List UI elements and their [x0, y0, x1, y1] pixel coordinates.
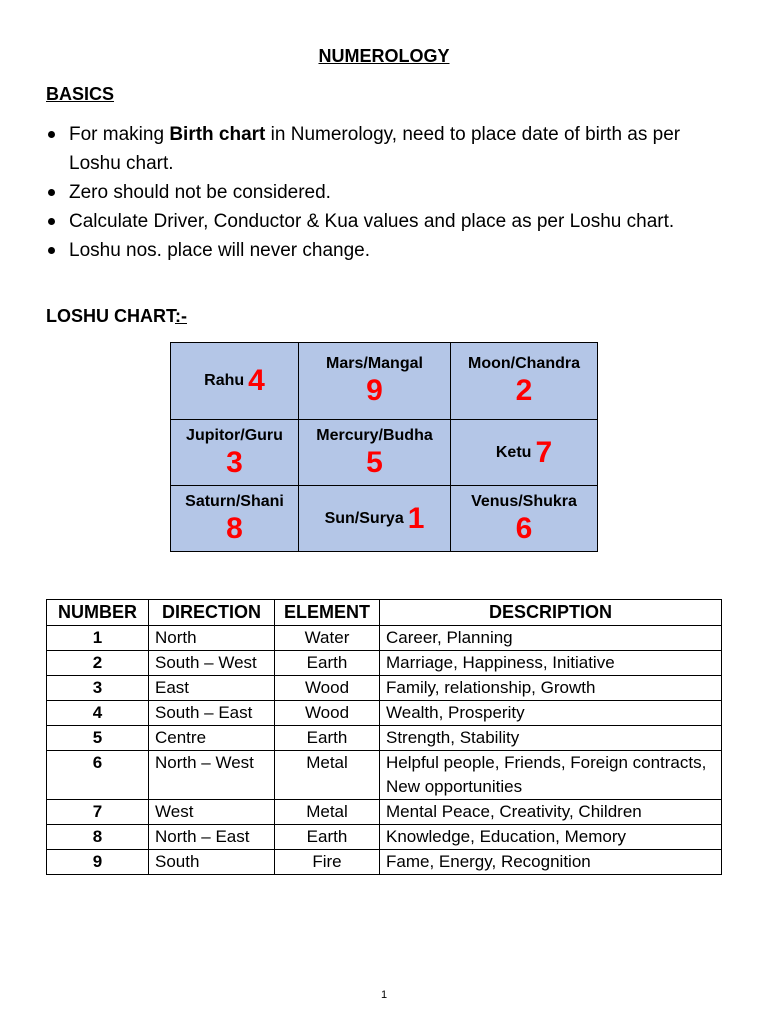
loshu-cell-moon — [451, 343, 598, 420]
cell-number: 2 — [47, 651, 149, 676]
bullet-item: For making Birth chart in Numerology, need to place date of birth as per Loshu chart. — [46, 120, 726, 178]
cell-description: Knowledge, Education, Memory — [380, 825, 722, 850]
planet-name: Jupitor/Guru — [186, 426, 283, 444]
loshu-number: 2 — [515, 374, 533, 407]
table-row — [47, 751, 722, 800]
loshu-cell-saturn — [171, 486, 299, 552]
loshu-cell-rahu — [171, 343, 299, 420]
cell-number: 1 — [47, 626, 149, 651]
planet-name: Rahu — [204, 372, 245, 389]
table-row — [47, 651, 722, 676]
cell-description: Career, Planning — [380, 626, 722, 651]
loshu-cell-mercury — [299, 420, 451, 486]
basics-heading: BASICS — [46, 84, 115, 104]
table-row — [47, 626, 722, 651]
planet-name: Venus/Shukra — [471, 492, 577, 510]
cell-direction: North – West — [149, 751, 275, 800]
cell-element: Wood — [275, 676, 380, 701]
planet-name: Sun/Surya — [324, 509, 404, 527]
numerology-table — [46, 599, 722, 875]
table-row — [47, 825, 722, 850]
basics-bullet-list — [46, 120, 726, 265]
cell-direction: North — [149, 626, 275, 651]
table-row — [47, 800, 722, 825]
table-row — [47, 676, 722, 701]
cell-element: Metal — [275, 800, 380, 825]
cell-element: Water — [275, 626, 380, 651]
cell-direction: South – East — [149, 701, 275, 726]
cell-direction: East — [149, 676, 275, 701]
loshu-number: 4 — [248, 364, 265, 397]
loshu-number: 3 — [226, 445, 243, 479]
planet-name: Moon/Chandra — [468, 355, 580, 372]
loshu-number: 5 — [366, 445, 383, 479]
cell-description: Fame, Energy, Recognition — [380, 850, 722, 875]
planet-name: Mars/Mangal — [326, 355, 423, 372]
loshu-number: 6 — [515, 511, 533, 545]
cell-number: 6 — [47, 751, 149, 800]
loshu-number: 8 — [226, 511, 243, 545]
document-title: NUMEROLOGY — [318, 46, 450, 66]
table-header-row — [47, 600, 722, 626]
cell-direction: North – East — [149, 825, 275, 850]
bullet-bold-text: Birth chart — [169, 124, 266, 145]
loshu-grid — [170, 342, 598, 552]
column-header-description: DESCRIPTION — [380, 600, 722, 626]
cell-description: Family, relationship, Growth — [380, 676, 722, 701]
cell-element: Metal — [275, 751, 380, 800]
cell-direction: Centre — [149, 726, 275, 751]
loshu-cell-ketu — [451, 420, 598, 486]
cell-number: 8 — [47, 825, 149, 850]
column-header-direction: DIRECTION — [149, 600, 275, 626]
table-row — [47, 850, 722, 875]
cell-element: Earth — [275, 651, 380, 676]
page-number: 1 — [380, 989, 388, 1001]
cell-number: 4 — [47, 701, 149, 726]
loshu-number: 7 — [535, 435, 553, 469]
cell-element: Wood — [275, 701, 380, 726]
loshu-cell-venus — [451, 486, 598, 552]
planet-name: Mercury/Budha — [316, 426, 433, 444]
loshu-number: 1 — [407, 501, 425, 535]
cell-number: 9 — [47, 850, 149, 875]
cell-description: Strength, Stability — [380, 726, 722, 751]
loshu-cell-jupitor — [171, 420, 299, 486]
bullet-item: Zero should not be considered. — [46, 178, 726, 207]
table-row — [47, 726, 722, 751]
cell-number: 7 — [47, 800, 149, 825]
loshu-cell-mars — [299, 343, 451, 420]
bullet-item: Loshu nos. place will never change. — [46, 236, 726, 265]
cell-direction: South — [149, 850, 275, 875]
cell-element: Earth — [275, 825, 380, 850]
cell-description: Marriage, Happiness, Initiative — [380, 651, 722, 676]
cell-number: 5 — [47, 726, 149, 751]
loshu-cell-sun — [299, 486, 451, 552]
table-row — [47, 701, 722, 726]
cell-direction: South – West — [149, 651, 275, 676]
cell-direction: West — [149, 800, 275, 825]
planet-name: Ketu — [495, 443, 532, 461]
column-header-number: NUMBER — [47, 600, 149, 626]
cell-number: 3 — [47, 676, 149, 701]
planet-name: Saturn/Shani — [185, 492, 284, 510]
cell-description: Mental Peace, Creativity, Children — [380, 800, 722, 825]
cell-element: Earth — [275, 726, 380, 751]
loshu-chart-heading: LOSHU CHART:- — [46, 306, 187, 326]
cell-description: Helpful people, Friends, Foreign contracts, New opportunities — [380, 751, 722, 800]
loshu-number: 9 — [366, 374, 383, 407]
bullet-item: Calculate Driver, Conductor & Kua values and place as per Loshu chart. — [46, 207, 726, 236]
cell-element: Fire — [275, 850, 380, 875]
column-header-element: ELEMENT — [275, 600, 380, 626]
cell-description: Wealth, Prosperity — [380, 701, 722, 726]
